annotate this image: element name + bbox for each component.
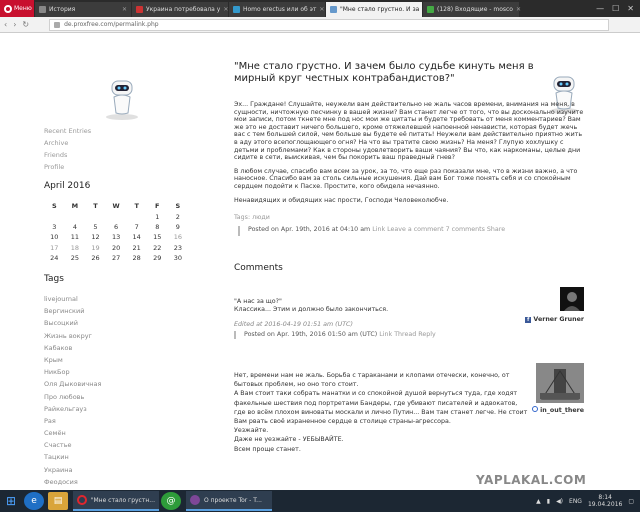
minimize-icon[interactable]: — [596,4,605,13]
comment-line: Классика... Этим и должно было закончиться. [234,305,389,313]
tag-link[interactable]: Жизнь вокруг [44,331,92,340]
weekday: M [71,202,79,211]
comment-line: Даже не уезжайте - УЕБЫВАЙТЕ. [234,436,344,444]
link-archive[interactable]: Archive [44,139,69,147]
calendar-day: 13 [111,233,121,242]
post-meta [238,226,584,236]
tray-up-arrow-icon[interactable]: ▲ [536,497,541,505]
link-profile[interactable]: Profile [44,163,65,171]
comment-edited: Edited at 2016-04-19 01:51 am (UTC) [234,321,353,328]
calendar-day: 8 [155,222,160,231]
post-link[interactable]: Link [372,226,386,233]
tab-current-post[interactable] [326,2,422,17]
system-tray [536,494,640,508]
post-paragraph: Эх... Граждане! Слушайте, неужели вам действительно не жаль часов времени, внимания на меня, в сущности, ничтожную песчинку в вашей жизни? Вам станет легче от того, что вы досконально изучите мои записи, потом ткнете мне под нос мои же цитаты и будете требовать от меня комментариев? Вам же это не доставит ничего большего, кроме отяжелевшей напоенной ненависти, которая будет жечь вас с тем большей силой, чем больше вы будете её питать! Неужели вам действительно приятно жить в аду этого всепоглощающего огня? На что вы тратите свою жизнь? На меня? Глупую хохлушку с детьми и проблемами? Как в стороны удовлетворить ваши чаяния? Вы что, как наркоманы, целые дни сидите в сети, выискивая, чем бы покорить ваш праведный гнев? [234,101,584,162]
calendar-day: 15 [153,233,162,242]
tag-link[interactable]: Счастье [44,441,72,450]
tag-link[interactable]: Оля Дыковичная [44,380,102,389]
calendar-day: 26 [91,254,100,263]
comment-meta [234,331,580,339]
post-tags-label: Tags: [234,214,251,221]
calendar [44,201,188,263]
weekday: S [51,202,57,211]
tag-list [44,295,101,502]
calendar-day [85,211,106,221]
comment-date: Posted on Apr. 19th, 2016 01:50 am (UTC) [244,331,378,338]
tag-link[interactable]: Украина [44,465,73,474]
clock-time: 8:14 [598,494,612,501]
calendar-day: 25 [70,254,80,263]
comment-line: А Вам стоит таки собрать манатки и со спокойной душой вернуться туда, где ходят факельные шествия под портретами Бандеры, где убивают писателей и адвокатов, где во всём плохом виноваты москали и лично Путин... Вам там станет легче. Не стоит Вам рвать своё израненное сердце в столице страны-агрессора. [234,390,528,426]
tag-link[interactable]: Вергинский [44,307,85,316]
calendar-day: 1 [155,212,160,221]
internet-explorer-icon[interactable]: e [24,492,44,510]
comment-line: Всем проще станет. [234,445,301,453]
tag-link[interactable]: Тацкин [44,453,69,462]
commenter-name[interactable] [525,316,584,324]
weekday: T [134,202,139,211]
window-controls [596,0,640,17]
notifications-icon[interactable]: ▢ [628,497,634,505]
opera-icon [77,495,87,505]
mail-agent-icon[interactable]: @ [161,492,181,510]
post-body [234,101,584,210]
commenter-name-text: Verner Gruner [533,316,584,323]
opera-logo-icon [4,5,12,13]
calendar-day [65,211,86,221]
tag-link[interactable]: Кабаков [44,343,73,352]
comment-link[interactable]: Link [379,331,393,338]
close-tab-icon[interactable]: ✕ [121,6,127,13]
tab-history[interactable] [35,2,131,17]
clock[interactable] [588,494,622,508]
tor-browser-icon [190,495,200,505]
link-recent-entries[interactable]: Recent Entries [44,127,92,135]
calendar-day: 10 [50,233,59,242]
calendar-day: 3 [52,222,57,231]
page-favicon-icon [233,6,240,13]
browser-tab-bar [0,0,640,17]
post-paragraph: Ненавидящих и обидящих нас прости, Господи Человеколюбче. [234,196,449,204]
forward-icon[interactable]: › [13,20,17,29]
clock-date: 19.04.2016 [587,501,623,508]
tab-label: Украина потребовала у [146,6,221,13]
opera-menu-button[interactable] [0,0,34,17]
keyboard-language[interactable]: ENG [569,497,582,505]
history-icon [39,6,46,13]
menu-label: Меню [14,5,32,12]
tag-link[interactable]: Рая [44,416,56,425]
back-icon[interactable]: ‹ [4,20,8,29]
calendar-day: 12 [91,233,100,242]
page-favicon-icon [136,6,143,13]
comment-line: "А нас за що?" [234,298,282,305]
comment-text [234,371,528,454]
page-content [0,33,640,490]
calendar-day: 5 [93,222,98,231]
calendar-day: 23 [173,243,182,252]
url-field[interactable] [49,19,609,31]
calendar-day: 24 [50,254,59,263]
reload-icon[interactable]: ↻ [22,20,30,29]
comment-text [234,298,388,313]
tab-homo-erectus[interactable] [229,2,325,17]
address-bar [0,17,640,33]
start-button-windows-icon[interactable]: ⊞ [5,494,17,508]
tag-link[interactable]: Высоцкий [44,319,78,328]
sidebar-links [44,127,91,175]
calendar-day: 17 [50,243,59,252]
commenter-avatar[interactable] [560,287,584,311]
weekday: W [112,202,120,211]
file-explorer-icon[interactable]: ▤ [48,492,68,510]
maximize-icon[interactable]: ☐ [612,4,620,13]
calendar-day: 4 [72,222,77,231]
tag-link[interactable]: НикБор [44,368,70,377]
commenter-name-text: in_out_there [540,407,584,414]
tag-link[interactable]: Крым [44,355,63,364]
leave-comment-link[interactable]: Leave a comment [387,226,444,233]
taskbar-app-label: О проекте Tor - T... [204,496,262,504]
post-tag-link[interactable]: люди [252,214,270,221]
calendar-day: 11 [70,233,80,242]
comments-count-link[interactable]: 7 comments [445,226,485,233]
mail-icon [427,6,434,13]
calendar-day: 9 [175,222,180,231]
calendar-day: 18 [70,243,80,252]
comment-reply-link[interactable]: Reply [418,331,436,338]
calendar-day [106,211,127,221]
tag-link[interactable]: livejournal [44,295,78,303]
calendar-day: 14 [132,233,141,242]
weekday: F [155,202,160,211]
taskbar-app-opera[interactable] [73,491,159,511]
comment-line: Уезжайте. [234,427,269,435]
close-tab-icon[interactable]: ✕ [515,6,522,13]
watermark: YAPLAKAL.COM [476,473,587,487]
tab-label: (128) Входящие - mosco [437,6,513,13]
user-avatar-robot-icon[interactable] [102,73,142,121]
tab-ukraine[interactable] [132,2,228,17]
comments-title: Comments [234,263,283,273]
calendar-day: 28 [132,254,141,263]
taskbar-app-label: "Мне стало грустн... [90,496,155,504]
url-text: de.proxfree.com/permalink.php [64,21,159,28]
comment-line: Нет, времени нам не жаль. Борьба с тараканами и клопами отечески, конечно, от бытовых проблем, но оно того стоит. [234,372,510,389]
tag-link[interactable]: Феодосия [44,477,78,486]
close-tab-icon[interactable]: ✕ [319,6,325,13]
post-tags [234,214,270,222]
user-icon [532,406,538,412]
tags-title: Tags [44,274,64,284]
close-window-icon[interactable]: ✕ [627,4,634,13]
calendar-day: 30 [173,254,182,263]
tab-label: "Мне стало грустно. И за [340,6,420,13]
tab-inbox[interactable] [423,2,522,17]
calendar-day: 6 [114,222,119,231]
calendar-day: 19 [91,243,100,252]
calendar-day: 7 [134,222,139,231]
site-info-icon[interactable] [54,22,60,28]
volume-icon[interactable]: ◀) [556,497,564,505]
close-tab-icon[interactable]: ✕ [223,6,229,13]
tag-link[interactable]: Семён [44,429,66,438]
tag-link[interactable]: Райкельгауз [44,404,87,413]
calendar-day: 22 [153,243,162,252]
taskbar [0,490,640,512]
network-icon[interactable]: ▮ [546,497,551,505]
calendar-day: 16 [173,233,182,242]
calendar-day: 2 [175,212,180,221]
page-favicon-icon [330,6,337,13]
calendar-day [44,211,65,221]
facebook-icon: f [527,317,530,323]
tab-label: Homo erectus или об эт [243,6,317,13]
weekday: T [93,202,98,211]
link-friends[interactable]: Friends [44,151,68,159]
calendar-title: April 2016 [44,181,91,191]
post-date: Posted on Apr. 19th, 2016 at 04:10 am [248,226,371,233]
share-link[interactable]: Share [486,226,506,233]
post-title: "Мне стало грустно. И зачем было судьбе кинуть меня в мирный круг честных контрабандистов?" [234,61,534,84]
tab-label: История [49,6,76,13]
weekday: S [175,202,181,211]
calendar-day: 29 [153,254,162,263]
commenter-avatar[interactable] [536,363,584,403]
taskbar-app-tor[interactable] [186,491,272,511]
tag-link[interactable]: Про любовь [44,392,85,401]
post-paragraph: В любом случае, спасибо вам всем за урок, за то, что еще раз показали мне, что в жизни важно, а что наносное. Спасибо вам за столь сильные искушения. Дай вам Бог тоже понять себя и со спокойным сердцем подойти к Пасхе. Простите, кого обидела нечаянно. [234,167,578,190]
calendar-day: 21 [132,243,141,252]
calendar-day [126,211,147,221]
calendar-day: 27 [111,254,121,263]
commenter-name[interactable] [532,406,584,415]
calendar-day: 20 [111,243,121,252]
comment-thread-link[interactable]: Thread [394,331,417,338]
